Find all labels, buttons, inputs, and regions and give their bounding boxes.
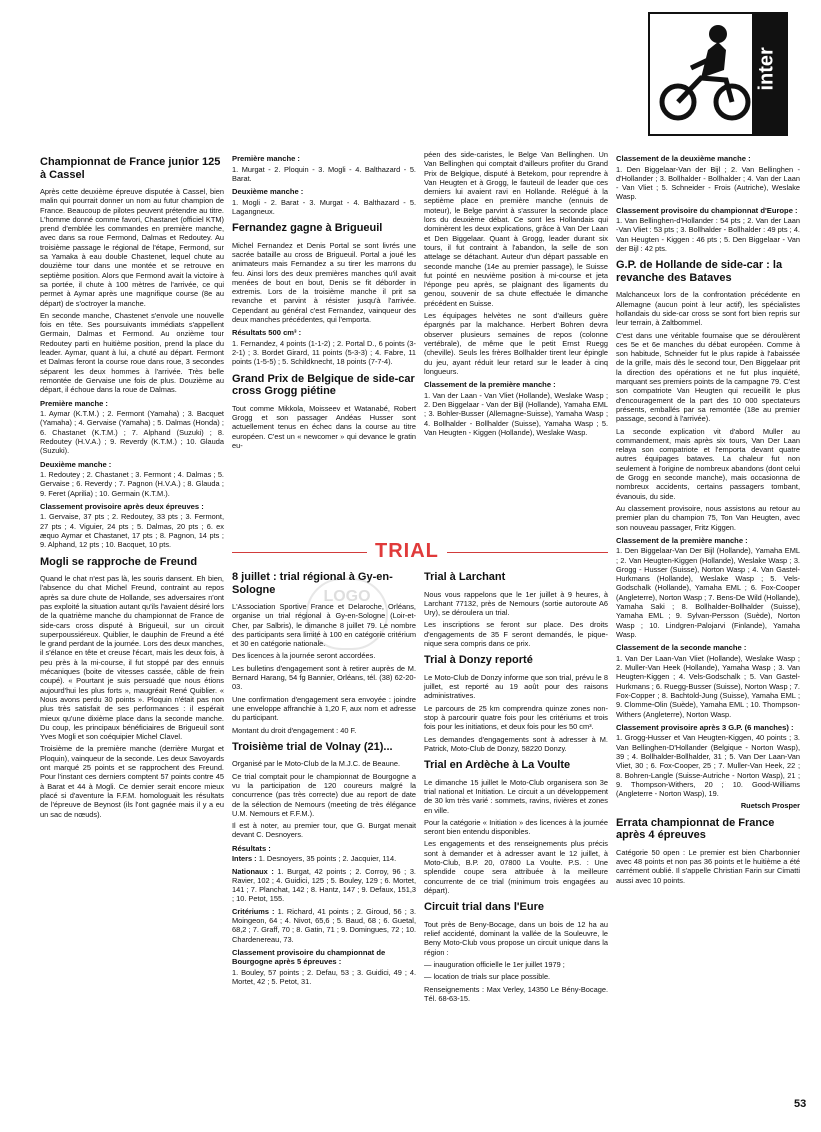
paragraph: La seconde explication vit d'abord Muller au commandement, mais après six tours, Van Der Laan relaya son compatriote et l'emporta devant quatre autres équipages bataves. La chaleur fut non seulement à l'origine de nombreux abandons (dont celui de Grogg en seconde manche), mais occasionna de nombreux accidents, certains passagers tombant, évanouis, du side. <box>616 426 800 501</box>
author-signature: Ruetsch Prosper <box>740 801 800 811</box>
results-value: 1. Richard, 41 points ; 2. Giroud, 56 ; 3. Moingeon, 64 ; 4. Nivot, 65,6 ; 5. Baud, 68 ; 6. Guetal, 68,2 ; 7. Graff, 70 ; 8. Gatin, 71 ; 9. Domingues, 72 ; 10. Chardenereau, 73. <box>232 906 417 944</box>
paragraph: Les inscriptions se feront sur place. Des droits d'engagements de 35 F seront demandés, le pique-nique sera compris dans ce prix. <box>424 620 608 648</box>
paragraph: Le Moto-Club de Donzy informe que son trial, prévu le 8 juillet, est reporté au 19 août pour des raisons administratives. <box>424 672 608 701</box>
paragraph: Renseignements : Max Verley, 14350 Le Bény-Bocage. Tél. 68-63-15. <box>424 984 608 1003</box>
results-text: 1. Fernandez, 4 points (1-1-2) ; 2. Portal D., 6 points (3-2-1) ; 3. Bordet Girard, 11 points (5-3-3) ; 4. Fabre, 11 points (1-5-5) ; 5. Schildknecht, 18 points (7-7-4). <box>232 338 416 367</box>
paragraph: Montant du droit d'engagement : 40 F. <box>232 725 357 735</box>
paragraph: Tout près de Beny-Bocage, dans un bois de 12 ha au relief accidenté, dominant la vallée de la Souleuvre, le Beny Moto-Club vous propose un circuit unique dans la région : <box>424 919 608 957</box>
paragraph: En seconde manche, Chastenet s'envole une nouvelle fois en tête. Ses poursuivants immédiats s'appellent Germain, Dalmas et Fermond. Au onzième tour Redoutey parti en huitième position, prend la place du leader. Aymar, quant à lui, a chuté au départ. Fermont et Dalmas feront la course roue dans roue, 3 secondes séparent les deux hommes à l'arrivée. Très belle remontée de Gervaise une fois de plus. Douzième au départ, il échoue dans la roue de Dalmas. <box>40 310 224 395</box>
results-heading: Première manche : <box>40 398 108 408</box>
article-title: Mogli se rapproche de Freund <box>40 555 198 568</box>
paragraph: Troisième de la première manche (derrière Murgat et Ploquin), vainqueur de la seconde. Les deux Savoyards ont marqué 25 points et se rapprochent des Freund. Pour l'instant ces derniers comptent 57 points contre 45 à Barat et 44 à Mogli. Ce dernier serait encore mieux placé si d'aventure la F.F.M. homologuait les résultats de l'épreuve de Beynost (ils l'ont gagnée mais il y a eu un sac de nœuds). <box>40 744 224 819</box>
results-value: 1. Desnoyers, 35 points ; 2. Jacquier, 114. <box>258 854 397 864</box>
article-title: 8 juillet : trial régional à Gy-en-Sologne <box>232 571 393 596</box>
results-text <box>232 907 416 944</box>
article-title: Trial en Ardèche à La Voulte <box>424 759 571 772</box>
paragraph: Il est à noter, au premier tour, que G. Burgat menait devant C. Desnoyers. <box>232 821 416 840</box>
paragraph: Tout comme Mikkola, Moisseev et Watanabé, Robert Grogg et son passager Andéas Husser sont actuellement tenus en échec dans la course au titre européen. C'est un « newcomer » qui devance le gratin eu- <box>232 403 416 450</box>
results-heading: Classement provisoire après 3 G.P. (6 manches) : <box>616 722 794 732</box>
results-heading: Deuxième manche : <box>40 459 112 469</box>
paragraph: Nous vous rappelons que le 1er juillet à 9 heures, à Larchant 77132, près de Nemours (sortie autoroute A6 Ury), se déroulera un trial. <box>424 589 608 618</box>
results-text: 1. Van Der Laan-Van Vliet (Hollande), Weslake Wasp ; 2. Muller-Van Heek (Hollande), Yamaha Wasp ; 3. Van Heugten-Kiggen ; 4. Vels-Godschalk ; 5. Van Gastel-Hurkmans ; 6. Ruegg-Busser (Suisse), Norton Wasp ; 7. Fox-Copper ; 8. Bachtold-Jung (Suisse), Yamaha EML ; 9. Clomme-Olin (Suède), Yamaha EML ; 10. Thompson-Withers (Angleterre), Norton Wasp. <box>616 653 800 719</box>
article-title: Troisième trial de Volnay (21)... <box>232 740 393 753</box>
results-heading: Résultats : <box>232 843 271 853</box>
page-number: 53 <box>794 1098 807 1110</box>
article-title: Trial à Donzy reporté <box>424 654 533 667</box>
paragraph: Catégorie 50 open : Le premier est bien Charbonnier avec 48 points et non pas 36 points et le huitième a été carrément oublié. Il s'appelle Christian Farin sur Cimatti aussi avec 10 points. <box>616 847 800 885</box>
column-1 <box>40 150 224 822</box>
article-title: Circuit trial dans l'Eure <box>424 901 544 914</box>
results-text: 1. Murgat - 2. Ploquin - 3. Mogli - 4. Balthazard - 5. Barat. <box>232 164 416 183</box>
results-text: 1. Van Bellinghen-d'Hollander : 54 pts ; 2. Van der Laan -Van Vliet : 53 pts ; 3. Bollhalder - Bollhalder : 49 pts ; 4. Van Heugten - Kiggen : 46 pts ; 5. Den Biggelaar - Van der Bijl : 42 pts. <box>616 216 800 254</box>
paragraph: Le parcours de 25 km comprendra quinze zones non-stop à parcourir quatre fois pour les critériums et trois fois pour les initiations, et deux fois pour les 50 cm³. <box>424 703 608 732</box>
paragraph: péen des side-caristes, le Belge Van Bellinghen. Un Van Bellinghen qui comptait d'ailleurs profiter du Grand Prix de Belgique, disputé à Betekom, pour reprendre à Van Heugten et à Grogg, le fauteuil de leader que ces derniers lui avaient ravi en Hollande. Relégué à la septième place en première manche (ennuis de moteur), le Belge parvint à s'assurer la seconde place lors du deuxième débat. Ce sont les Hollandais qui dominèrent les deux explications, grâce à Van Der Laan et Den Biggelaar. Quant à Grogg, leader durant six tours, il fut contraint à l'abandon, la selle de son attelage se détachant. Auteur d'un départ passable en seconde manche (14e au premier passage), le Suisse fut pointé en neuvième position à mi-course et jeta l'éponge peu après, se plaignant des ligaments du genou, souvenir de sa chute effectuée le dimanche précédent en Suisse. <box>424 150 608 308</box>
article-title: Errata championnat de France après 4 épreuves <box>616 816 775 842</box>
column-2-lower <box>232 565 416 990</box>
paragraph: — location de trials sur place possible. <box>424 972 551 982</box>
paragraph: L'Association Sportive France et Delaroche, Orléans, organise un trial régional à Gy-en-Sologne (Loir-et-Cher, par Salbris), le dimanche 8 juillet 79. Le nombre des participants sera limité à 100 en catégorie critérium et 30 en catégorie nationale. <box>232 602 416 649</box>
column-4 <box>616 150 800 888</box>
results-heading: Classement de la deuxième manche : <box>616 154 751 163</box>
results-heading: Classement provisoire après deux épreuves : <box>40 501 204 511</box>
paragraph: Pour la catégorie « Initiation » des licences à la journée seront bien entendu disponibles. <box>424 817 608 837</box>
paragraph: Quand le chat n'est pas là, les souris dansent. Eh bien, l'absence du chat Michel Freund, contraint au repos après sa dure chute de Hollande, ses adversaires n'ont pas exploité la situation autant qu'ils l'avaient désiré lors de la quatrième manche du championnat de France de side-cars cross disputé à Brigueuil, sur un circuit superpoussiéreux. Quiblier, le dauphin de Freund a été le grand perdant de la journée. Lors des deux manches, il s'élance en tête et creuse l'écart, mais les deux fois, à peu près à la mi-course, il fut stoppé par des ennuis mécaniques (boite de vitesses cassée, câble de frein coupé). « Pourtant je suis persuadé que nous étions aujourd'hui les plus forts », maugréait René Quiblier. « Nous avons perdu 30 points ». Ploquin n'était pas non plus très satisfait de ses performances : il espérait mieux qu'une dixième place dans la seconde manche. Du coup, les principaux bénéficiaires de Brigueuil sont Yves Mogli et son coéquipier Michel Clavel. <box>40 574 224 742</box>
paragraph: Une confirmation d'engagement sera envoyée : joindre une enveloppe affranchie à 1,20 F, aux nom et adresse du participant. <box>232 694 416 723</box>
results-heading: Classement de la seconde manche : <box>616 643 747 653</box>
results-value: 1. Burgat, 42 points ; 2. Corroy, 96 ; 3. Ravier, 102 ; 4. Guidici, 125 ; 5. Bouley, 129 ; 6. Mortet, 141 ; 7. Planchat, 142 ; 8. Hantz, 147 ; 9. Defaux, 151,3 ; 10. Petot, 155. <box>232 866 416 904</box>
results-heading: Deuxième manche : <box>232 187 304 197</box>
results-text: 1. Van der Laan - Van Vliet (Hollande), Weslake Wasp ; 2. Den Biggelaar - Van der Bijl (Hollande), Yamaha EML ; 3. Bohler-Busser (Allemagne-Suisse), Yamaha Wasp ; 4. Bollhalder - Bollhalder (Suisse), Yamaha Wasp ; 5. Van Heugten - Kiggen (Hollande), Weslake Wasp. <box>424 390 608 437</box>
results-text: 1. Den Biggelaar-Van der Bijl ; 2. Van Bellinghen - d'Hollander ; 3. Bollhalder - Bollhalder ; 4. Van der Laan - Van Vliet ; 5. Schneider - Frois (Autriche), Weslake Wasp. <box>616 164 800 202</box>
results-text: 1. Grogg-Husser et Van Heugten-Kiggen, 40 points ; 3. Van Bellinghen-D'Hollander (Belgique - Norton Wasp), 39 ; 4. Bollhalder-Bollhalder, 31 ; 5. Van Der Laan-Van Vliet, 30 ; 6. Fox-Cooper, 25 ; 7. Muller-Van Heek, 22 ; 8. Bohren-Langle (Suisse-Autriche - Norton Wasp), 21 ; 9. Thompson-Withers, 20 ; 10. Good-Williams (Angleterre - Norton Wasp), 19. <box>616 733 800 799</box>
article-title: G.P. de Hollande de side-car : la revanche des Bataves <box>616 259 783 284</box>
results-heading: Classement de la première manche : <box>424 380 556 390</box>
column-3-upper <box>424 150 608 535</box>
paragraph: Michel Fernandez et Denis Portal se sont livrés une sacrée bataille au cross de Brigueuil. Portal a joué les animateurs mais Fernandez a su tirer les marrons du feu. Ainsi lors des deux premières manches qu'il avait menées de bout en bout, Denis se fit déborder in extremis. Lors de la troisième manche il prit sa revanche et parvint à résister jusqu'à l'arrivée. Cependant au général c'est Fernandez, vainqueur des deux manches précédentes, qui l'emporta. <box>232 240 416 325</box>
results-heading: Classement provisoire du championnat d'Europe : <box>616 205 798 215</box>
column-2-upper <box>232 150 416 545</box>
results-text <box>232 854 416 863</box>
paragraph: Ce trial comptait pour le championnat de Bourgogne a vu la participation de 120 coureurs malgré la concurrence (pas très correcte) due au report de date de la sélection de Nemours (meeting de très élégance U.M. Nemours et F.F.M.). <box>232 771 416 818</box>
results-text: 1. Aymar (K.T.M.) ; 2. Fermont (Yamaha) ; 3. Bacquet (Yamaha) ; 4. Gervaise (Yamaha) ; 5. Dalmas (Honda) ; 6. Chastanet (K.T.M.) ; 7. Alphand (Suzuki) ; 8. Redoutey (H.V.A.) ; 9. Reverdy (K.T.M.) ; 10. Glauda (Suzuki). <box>40 409 224 456</box>
paragraph: — inauguration officielle le 1er juillet 1979 ; <box>424 959 565 969</box>
article-title: Grand Prix de Belgique de side-car cross Grogg piétine <box>232 372 415 398</box>
results-label: Inters : <box>232 854 257 864</box>
paragraph: Des licences à la journée seront accordées. <box>232 651 376 661</box>
watermark-text: LOGO <box>323 588 371 605</box>
logo-brand-text: inter <box>755 47 778 91</box>
results-text: 1. Bouley, 57 points ; 2. Defau, 53 ; 3. Guidici, 49 ; 4. Mortet, 42 ; 5. Petot, 31. <box>232 967 416 987</box>
results-text: 1. Gervaise, 37 pts ; 2. Redoutey, 33 pts ; 3. Fermont, 27 pts ; 4. Viguier, 24 pts ; 5. Dalmas, 20 pts ; 6. ex æquo Aymar et Chastanet, 17 pts ; 8. Pagnon, 14 pts ; 9. Alphand, 12 pts ; 10. Bacquet, 10 pts. <box>40 512 224 550</box>
results-text: 1. Redoutey ; 2. Chastanet ; 3. Fermont ; 4. Dalmas ; 5. Gervaise ; 6. Reverdy ; 7. Pagnon (H.V.A.) ; 8. Glauda ; 9. Feret (Aprilia) ; 10. Germain (K.T.M.). <box>40 470 224 498</box>
results-label: Nationaux : <box>232 866 274 876</box>
results-label: Critériums : <box>232 906 275 916</box>
article-title: Fernandez gagne à Brigueuil <box>232 222 383 235</box>
paragraph: C'est dans une véritable fournaise que se déroulèrent ces 5e et 6e manches du débat européen. Comme à son habitude, Schneider fut le plus rapide à l'abaissée de la grille, mais dès le second tour, Den Biggelaar prit la direction des opérations et ne fut plus inquiété, marquant ses premiers points de la campagne 79. C'est son compatriote Van Heugten qui recueillit le plus d'encouragement de la part des 10 000 spectateurs présents, emballés par sa remontée (18e au premier passage, second à l'arrivée). <box>616 330 800 424</box>
motorcycle-rider-icon <box>656 20 756 125</box>
paragraph: Le dimanche 15 juillet le Moto-Club organisera son 3e trial national et Initiation. Le circuit a un développement de 30 km très varié : sommets, ravins, rivières et zones en ville. <box>424 777 608 815</box>
results-text: 1. Den Biggelaar-Van Der Bijl (Hollande), Yamaha EML ; 2. Van Heugten-Kiggen (Hollande), Weslake Wasp ; 3. Grogg - Husser (Suisse), Norton Wasp ; 4. Van Gastel-Hurkmans (Hollande), Weslake Wasp ; 5. Vels-Godschalk (Hollande), Yamaha EML ; 6. Fox-Cooper (Angleterre), Norton Wasp ; 7. Bens-De Wild (Hollande), Yamaha Saki ; 8. Bollhalder-Bollhalder (Suisse), Yamaha EML ; 9. Sylvan-Persson (Suède), Norton Wasp ; 10. Lindgren-Palojarvi (Finlande), Yamaha Wasp. <box>616 546 800 639</box>
magazine-logo <box>648 12 788 136</box>
article-title: Trial à Larchant <box>424 571 506 583</box>
paragraph: Au classement provisoire, nous assistons au retour au premier plan du champion 75, Ton Van Heugten, avec son nouveau passager, Fritz Kiggen. <box>616 503 800 532</box>
paragraph: Organisé par le Moto-Club de la M.J.C. de Beaune. <box>232 759 401 769</box>
results-heading: Première manche : <box>232 154 300 163</box>
paragraph: Malchanceux lors de la confrontation précédente en Allemagne (aucun point à leur actif), les spécialistes hollandais du side-car cross se sont fort bien repris sur leur terrain, à Zaltbommel. <box>616 290 800 328</box>
article-title: Championnat de France junior 125 à Cassel <box>40 156 221 181</box>
results-heading: Classement de la première manche : <box>616 535 748 545</box>
paragraph: Les engagements et des renseignements plus précis sont à demander et à adresser avant le 12 juillet, à Moto-Club, B.P. 20, 07800 La Voulte. P.S. : Une splendide coupe sera attribuée à la meilleure concurrente de ce trial (minimum trois engagées au départ). <box>424 839 608 895</box>
paragraph: Après cette deuxième épreuve disputée à Cassel, bien malin qui pourrait donner un nom au futur champion de France. Beaucoup de pilotes peuvent prétendre au titre. L'homme donné comme favori, Chastanet (officiel KTM) prend d'emblée les commandes en première manche, avec dans sa roue Fermond, Dalmas et Redoutey. Au troisième passage le régional de l'étape, Fermond, sur sa Yamaka à eau double Chastenet, lequel chute au douzième tour dans une montée et se retrouve en septième position. Alors que Fermond avait la victoire à sa portée, il chute à 100 mètres de l'arrivée, ce qui permet à Aymar après une magnifique course (8e au départ) de s'octroyer la manche. <box>40 187 224 308</box>
results-heading: Classement provisoire du championnat de Bourgogne après 5 épreuves : <box>232 947 386 967</box>
results-text <box>232 867 416 904</box>
paragraph: Les demandes d'engagements sont à adresser à M. Patrick, Moto-Club de Donzy, 58220 Donzy. <box>424 734 608 753</box>
results-heading: Résultats 500 cm³ : <box>232 328 302 338</box>
paragraph: Les équipages helvètes ne sont d'ailleurs guère épargnés par la malchance. Herbert Bohren devra observer plusieurs semaines de repos (colonne vertébrale), de même que le petit Ernst Ruegg (cheville). Seuls les frères Bollhalder tirent leur épingle du jeu, ayant réduit leur retard sur le leader à cinq longueurs. <box>424 311 608 376</box>
section-label: TRIAL <box>367 540 447 563</box>
column-3-lower <box>424 565 608 1006</box>
trial-section-header <box>232 540 608 568</box>
paragraph: Les bulletins d'engagement sont à retirer auprès de M. Bernard Harang, 54 fg Bannier, Orléans, tél. (38) 62-20-03. <box>232 663 416 692</box>
results-text: 1. Mogli - 2. Barat - 3. Murgat - 4. Balthazard - 5. Lagangneux. <box>232 197 416 216</box>
